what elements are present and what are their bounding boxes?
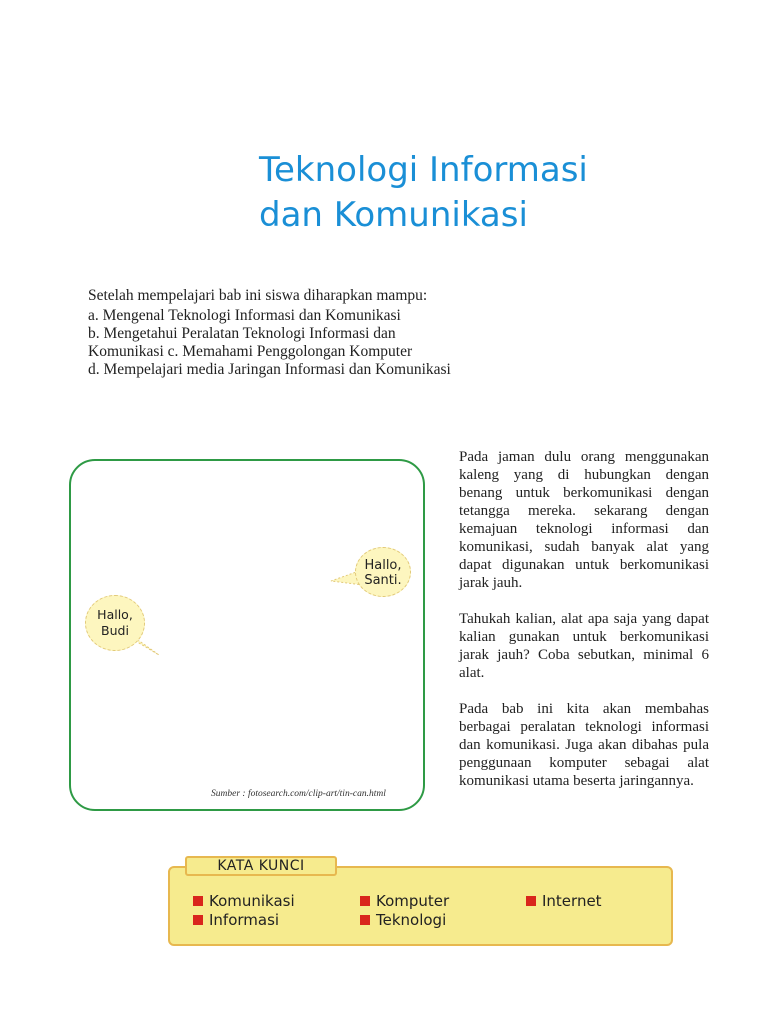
chapter-title <box>259 148 679 238</box>
keyword-item <box>193 892 295 910</box>
objective-item: Komunikasi c. Memahami Penggolongan Komputer <box>88 343 413 360</box>
intro-paragraph-3: Pada bab ini kita akan membahas berbagai peralatan teknologi informasi dan komunikasi. Juga akan dibahas pula penggunaan komputer sebagai alat komunikasi utama beserta jaringannya. <box>459 701 709 789</box>
keyword-label: Komunikasi <box>209 892 295 910</box>
keywords-label: KATA KUNCI <box>185 856 337 876</box>
keyword-item <box>360 911 446 929</box>
intro-paragraph-1: Pada jaman dulu orang menggunakan kaleng yang di hubungkan dengan benang untuk berkomunikasi dengan tetangga mereka. sekarang dengan kemajuan teknologi informasi dan komunikasi, sudah banyak alat yang dapat digunakan untuk berkomunikasi jarak jauh. <box>459 449 709 591</box>
objective-item: b. Mengetahui Peralatan Teknologi Informasi dan <box>88 325 396 342</box>
illustration-frame <box>69 459 425 811</box>
keyword-item <box>526 892 602 910</box>
bullet-square-icon <box>193 915 203 925</box>
objectives-list <box>88 307 548 379</box>
keyword-label: Teknologi <box>376 911 447 929</box>
bubble-budi-line2: Budi <box>101 623 129 638</box>
chapter-title-line2: dan Komunikasi <box>259 195 528 235</box>
learning-objectives <box>88 287 548 379</box>
bullet-square-icon <box>193 896 203 906</box>
bullet-square-icon <box>360 896 370 906</box>
keyword-label: Internet <box>542 892 602 910</box>
objectives-intro: Setelah mempelajari bab ini siswa diharapkan mampu: <box>88 287 428 304</box>
bubble-santi-line2: Santi. <box>364 573 402 588</box>
objective-item: d. Mempelajari media Jaringan Informasi dan Komunikasi <box>88 361 451 378</box>
image-source-caption: Sumber : fotosearch.com/clip-art/tin-can.html <box>211 789 386 799</box>
intro-text <box>459 448 709 808</box>
keyword-item <box>360 892 449 910</box>
speech-bubble-budi <box>85 595 145 651</box>
bubble-budi-line1: Hallo, <box>97 607 133 622</box>
speech-bubble-santi <box>355 547 411 597</box>
objective-item: a. Mengenal Teknologi Informasi dan Komunikasi <box>88 307 401 324</box>
keyword-label: Komputer <box>376 892 450 910</box>
keyword-item <box>193 911 279 929</box>
bullet-square-icon <box>360 915 370 925</box>
intro-paragraph-2: Tahukah kalian, alat apa saja yang dapat kalian gunakan untuk berkomunikasi jarak jauh? Coba sebutkan, minimal 6 alat. <box>459 611 709 681</box>
keyword-label: Informasi <box>209 911 280 929</box>
chapter-title-line1: Teknologi Informasi <box>259 150 588 190</box>
bullet-square-icon <box>526 896 536 906</box>
bubble-santi-line1: Hallo, <box>364 558 402 573</box>
